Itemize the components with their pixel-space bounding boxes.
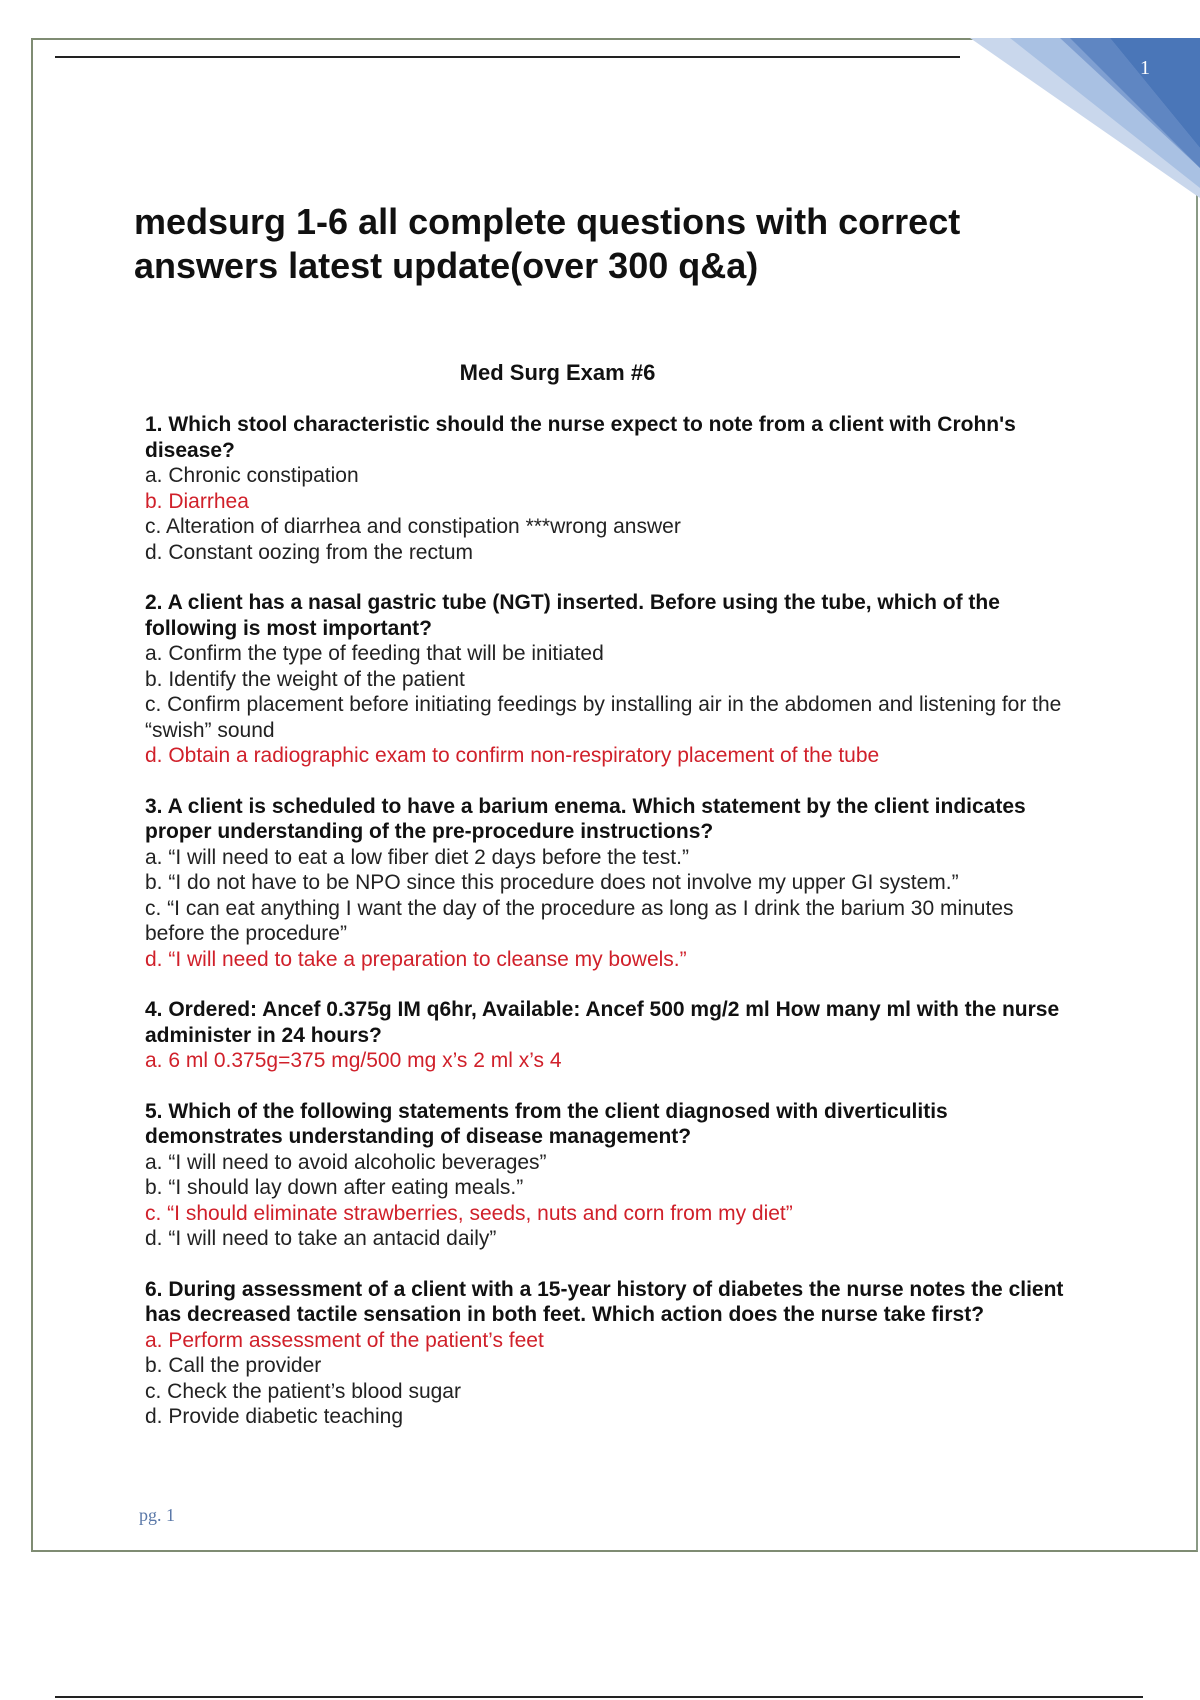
next-page-rule — [55, 1696, 1143, 1698]
page-number: 1 — [1140, 57, 1150, 79]
question-text: 2. A client has a nasal gastric tube (NGT) inserted. Before using the tube, which of the following is most important? — [145, 591, 1000, 640]
corner-decoration — [970, 38, 1200, 198]
answer-option: a. Chronic constipation — [145, 464, 359, 487]
correct-answer-option: b. Diarrhea — [145, 489, 249, 513]
answer-option: b. “I do not have to be NPO since this procedure does not involve my upper GI system.” — [145, 871, 959, 894]
header-rule — [55, 56, 960, 58]
question-block — [145, 412, 1075, 565]
footer-page-label: pg. 1 — [139, 1505, 175, 1525]
question-text: 5. Which of the following statements from the client diagnosed with diverticulitis demonstrates understanding of disease management? — [145, 1099, 948, 1148]
answer-option: a. “I will need to avoid alcoholic beverages” — [145, 1150, 547, 1174]
question-text: 3. A client is scheduled to have a barium enema. Which statement by the client indicates proper understanding of the pre-procedure instructions? — [145, 794, 1026, 843]
question-block — [145, 997, 1075, 1074]
correct-answer-option: a. 6 ml 0.375g=375 mg/500 mg x’s 2 ml x’s 4 — [145, 1049, 562, 1072]
question-block — [145, 794, 1075, 973]
answer-option: c. “I can eat anything I want the day of the procedure as long as I drink the barium 30 minutes before the procedure” — [145, 896, 1014, 945]
question-text: 4. Ordered: Ancef 0.375g IM q6hr, Available: Ancef 500 mg/2 ml How many ml with the nurse administer in 24 hours? — [145, 998, 1060, 1047]
document-title-line-2: answers latest update(over 300 q&a) — [134, 245, 759, 286]
correct-answer-option: c. “I should eliminate strawberries, seeds, nuts and corn from my diet” — [145, 1201, 793, 1225]
answer-option: b. Identify the weight of the patient — [145, 667, 465, 691]
answer-option: a. “I will need to eat a low fiber diet 2 days before the test.” — [145, 845, 689, 869]
question-text: 1. Which stool characteristic should the nurse expect to note from a client with Crohn's disease? — [145, 413, 1016, 462]
question-block — [145, 1277, 1075, 1430]
question-list — [145, 412, 1075, 1455]
correct-answer-option: d. Obtain a radiographic exam to confirm non-respiratory placement of the tube — [145, 744, 880, 767]
exam-title: Med Surg Exam #6 — [459, 360, 656, 385]
answer-option: c. Check the patient’s blood sugar — [145, 1379, 461, 1403]
answer-option: a. Confirm the type of feeding that will be initiated — [145, 642, 604, 665]
document-title — [134, 200, 1034, 288]
question-block — [145, 1099, 1075, 1252]
answer-option: b. Call the provider — [145, 1354, 322, 1377]
answer-option: c. Confirm placement before initiating feedings by installing air in the abdomen and listening for the “swish” sound — [145, 693, 1062, 742]
answer-option: d. Constant oozing from the rectum — [145, 540, 473, 564]
document-title-line-1: medsurg 1-6 all complete questions with correct — [134, 201, 961, 242]
answer-option: d. Provide diabetic teaching — [145, 1405, 403, 1428]
question-block — [145, 590, 1075, 769]
correct-answer-option: d. “I will need to take a preparation to cleanse my bowels.” — [145, 947, 687, 971]
answer-option: c. Alteration of diarrhea and constipation ***wrong answer — [145, 515, 681, 538]
correct-answer-option: a. Perform assessment of the patient’s feet — [145, 1328, 544, 1352]
question-text: 6. During assessment of a client with a 15-year history of diabetes the nurse notes the client has decreased tactile sensation in both feet. Which action does the nurse take first? — [145, 1277, 1064, 1326]
answer-option: b. “I should lay down after eating meals.” — [145, 1176, 524, 1199]
answer-option: d. “I will need to take an antacid daily” — [145, 1227, 497, 1250]
